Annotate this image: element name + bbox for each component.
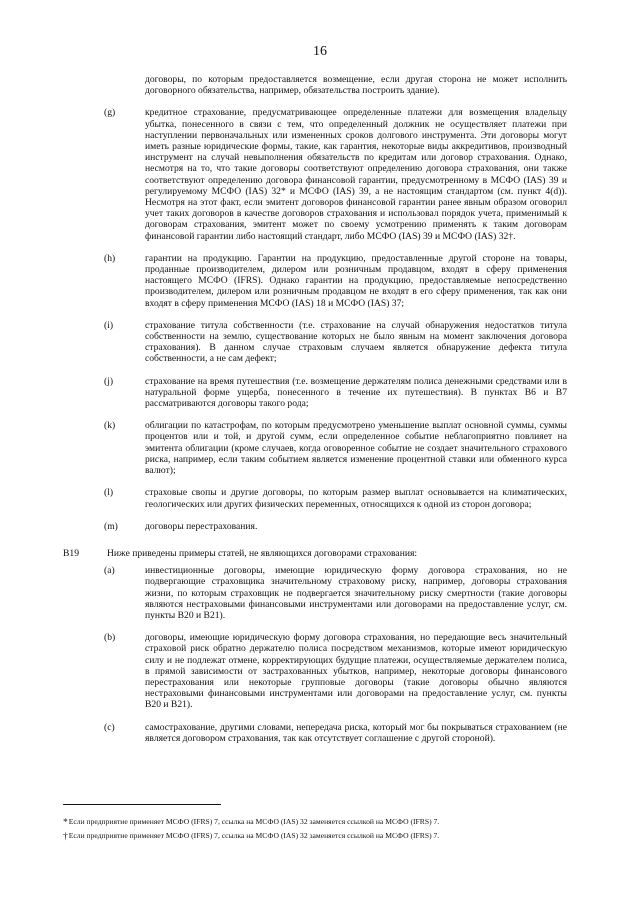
- footnote-mark: †: [63, 831, 68, 843]
- document-body: [0, 74, 640, 755]
- footnote-mark: *: [63, 817, 68, 828]
- item-label: (b): [104, 632, 116, 644]
- list-item: [104, 565, 567, 621]
- item-text: самострахование, другими словами, непередача риска, который мог бы покрываться страхованием (не является договором страхования, так как отсутствует соглашение с другой стороной).: [145, 721, 567, 744]
- list-item: [104, 721, 567, 744]
- item-label: (j): [104, 375, 114, 387]
- item-label: (k): [104, 420, 116, 432]
- list-item: [145, 74, 567, 96]
- footnotes: [63, 817, 583, 846]
- item-text: гарантии на продукцию. Гарантии на продукцию, предоставленные другой стороне на товары, проданные производителем, дилером или розничным продавцом, входят в сферу применения настоящего МСФО (IFRS). Однако гарантии на продукцию, предоставляемые непосредственно производителем, дилером или розничным продавцом не входят в его сферу применения, так как они входят в сферу применения МСФО (IAS) 18 и МСФО (IAS) 37;: [145, 252, 567, 309]
- item-label: (m): [104, 520, 118, 532]
- item-text: договоры, имеющие юридическую форму договора страхования, но передающие весь значительный страховой риск обратно держателю полиса посредством механизмов, которые имеют юридическую силу и не подлежат отмене, корректирующих будущие платежи, осуществляемые держателем полиса, в прямой зависимости от застрахованных убытков, например, некоторые договоры финансового перестрахования или некоторые групповые договоры (такие договоры обычно являются нестраховыми финансовыми инструментами или договорами на предоставление услуг, см. пункты В20 и В21).: [145, 632, 567, 711]
- footnote-divider: [63, 804, 221, 805]
- footnote-text: Если предприятие применяет МСФО (IFRS) 7, ссылка на МСФО (IAS) 32 заменяется ссылкой на МСФО (IFRS) 7.: [68, 817, 440, 826]
- item-text: облигации по катастрофам, по которым предусмотрено уменьшение выплат основной суммы, суммы процентов или и той, и другой сумм, если определенное событие неблагоприятно повлияет на эмитента облигации (кроме случаев, когда оговоренное событие не создает значительного страхового риска, например, если таким событием является изменение процентной ставки или обменного курса валют);: [145, 420, 567, 477]
- item-text: договоры перестрахования.: [145, 520, 258, 532]
- list-item: [104, 520, 567, 532]
- item-text: договоры, по которым предоставляется возмещение, если другая сторона не может исполнить договорного обязательства, например, обязательства построить здание).: [145, 74, 567, 97]
- list-item: [104, 375, 567, 410]
- footnote-text: Если предприятие применяет МСФО (IFRS) 7, ссылка на МСФО (IAS) 32 заменяется ссылкой на МСФО (IFRS) 7.: [68, 831, 440, 841]
- item-text: страховые свопы и другие договоры, по которым размер выплат основывается на климатических, геологических или других физических переменных, относящихся к одной из сторон договора;: [145, 487, 567, 510]
- item-label: (c): [104, 721, 115, 733]
- footnote: [63, 817, 583, 827]
- item-label: (a): [104, 565, 115, 577]
- list-item: [104, 107, 567, 242]
- item-label: (h): [104, 252, 116, 264]
- list-item: [104, 487, 567, 510]
- item-text: страхование на время путешествия (т.е. возмещение держателям полиса денежными средствами или в натуральной форме ущерба, понесенного в течение их путешествия). В пунктах В6 и В7 рассматриваются договоры такого рода;: [145, 375, 567, 410]
- item-label: (i): [104, 319, 114, 331]
- item-label: (g): [104, 107, 116, 119]
- footnote: [63, 831, 583, 841]
- list-item: [104, 252, 567, 309]
- section-text: Ниже приведены примеры статей, не являющихся договорами страхования:: [107, 547, 418, 559]
- list-item: [104, 319, 567, 365]
- item-text: инвестиционные договоры, имеющие юридическую форму договора страхования, но не подвергающие страховщика значительному страховому риску, например, договоры страхования жизни, по которым страховщик не подвергается значительному риску смертности (такие договоры являются нестраховыми финансовыми инструментами или договорами на предоставление услуг, см. пункты В20 и В21).: [145, 565, 567, 621]
- item-label: (l): [104, 487, 114, 499]
- page-number: 16: [313, 44, 327, 59]
- list-item: [104, 420, 567, 477]
- section-label: B19: [63, 547, 79, 559]
- list-item: [104, 632, 567, 711]
- item-text: страхование титула собственности (т.е. страхование на случай обнаружения недостатков титула собственности на землю, существование которых не было явным на момент заключения договора страхования). В данном случае страховым случаем является обнаружение дефекта титула собственности, а не сам дефект;: [145, 319, 567, 365]
- section-b19: [63, 547, 567, 559]
- item-text: кредитное страхование, предусматривающее определенные платежи для возмещения владельцу убытка, понесенного в связи с тем, что определенный должник не осуществляет платежи при наступлении первоначальных или измененных сроков долгового инструмента. Эти договоры могут иметь разные юридические формы, такие, как гарантия, некоторые виды аккредитивов, производный инструмент на случай невыполнения обязательств по кредитам или договор страхования. Однако, несмотря на то, что такие договоры соответствуют определению договора страхования, они также соответствуют определению договора финансовой гарантии, предусмотренному в МСФО (IAS) 39 и регулируемому МСФО (IAS) 32* и МСФО (IAS) 39, а не настоящим стандартом (см. пункт 4(d)). Несмотря на этот факт, если эмитент договоров финансовой гарантии ранее явным образом оговорил учет таких договоров в качестве договоров страхования и использовал порядок учета, применимый к договорам страхования, эмитент может по своему усмотрению применять к таким договорам финансовой гарантии либо настоящий стандарт, либо МСФО (IAS) 39 и МСФО (IAS) 32†.: [145, 107, 567, 242]
